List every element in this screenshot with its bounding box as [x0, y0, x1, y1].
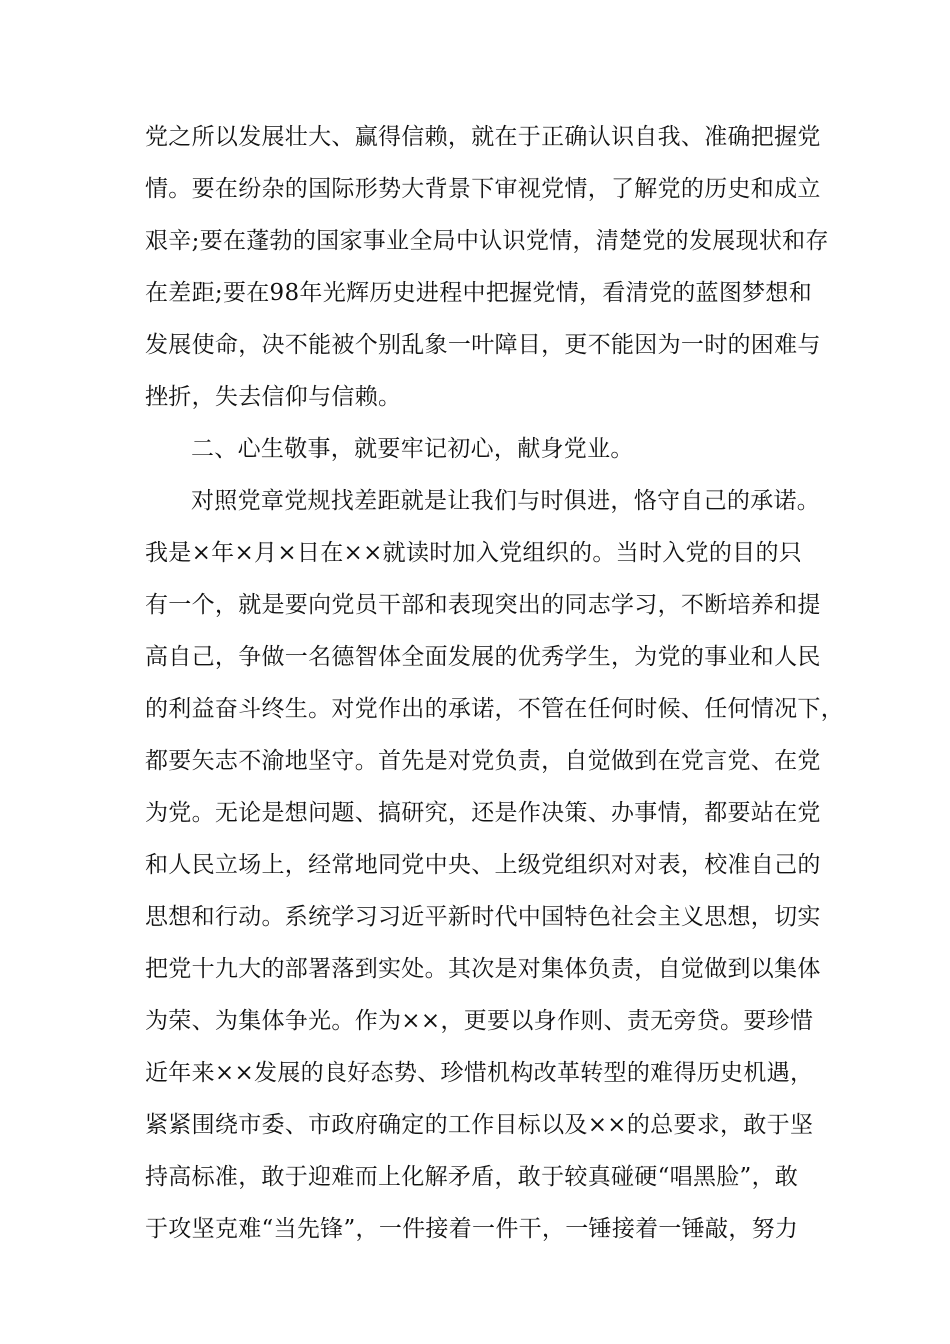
section-heading: 二、心生敬事，就要牢记初心，献身党业。 [191, 436, 634, 462]
paragraph-line-20: 紧紧围绕市委、市政府确定的工作目标以及××的总要求，敢于坚 [145, 1112, 814, 1138]
paragraph-line-18: 为荣、为集体争光。作为××，更要以身作则、责无旁贷。要珍惜 [145, 1008, 814, 1034]
paragraph-line-4: 在差距;要在98年光辉历史进程中把握党情，看清党的蓝图梦想和 [145, 280, 813, 306]
paragraph-line-10: 有一个，就是要向党员干部和表现突出的同志学习，不断培养和提 [145, 592, 821, 618]
paragraph-line-16: 思想和行动。系统学习习近平新时代中国特色社会主义思想，切实 [145, 904, 821, 930]
paragraph-line-13: 都要矢志不渝地坚守。首先是对党负责，自觉做到在党言党、在党 [145, 748, 821, 774]
paragraph-line-3: 艰辛;要在蓬勃的国家事业全局中认识党情，清楚党的发展现状和存 [145, 228, 829, 254]
paragraph-line-2: 情。要在纷杂的国际形势大背景下审视党情，了解党的历史和成立 [145, 176, 821, 202]
paragraph-line-5: 发展使命，决不能被个别乱象一叶障目，更不能因为一时的困难与 [145, 332, 821, 358]
paragraph-line-9: 我是×年×月×日在××就读时加入党组织的。当时入党的目的只 [145, 540, 803, 566]
paragraph-line-21: 持高标准，敢于迎难而上化解矛盾，敢于较真碰硬“唱黑脸”，敢 [145, 1164, 799, 1190]
paragraph-line-12: 的利益奋斗终生。对党作出的承诺，不管在任何时候、任何情况下， [145, 696, 844, 722]
paragraph-line-6: 挫折，失去信仰与信赖。 [145, 384, 402, 410]
paragraph-line-14: 为党。无论是想问题、搞研究，还是作决策、办事情，都要站在党 [145, 800, 821, 826]
paragraph-line-17: 把党十九大的部署落到实处。其次是对集体负责，自觉做到以集体 [145, 956, 821, 982]
paragraph-line-22: 于攻坚克难“当先锋”，一件接着一件干，一锤接着一锤敲，努力 [145, 1216, 799, 1242]
paragraph-line-19: 近年来××发展的良好态势、珍惜机构改革转型的难得历史机遇， [145, 1060, 814, 1086]
paragraph-line-8: 对照党章党规找差距就是让我们与时俱进，恪守自己的承诺。 [191, 488, 821, 514]
paragraph-line-11: 高自己，争做一名德智体全面发展的优秀学生，为党的事业和人民 [145, 644, 821, 670]
paragraph-line-15: 和人民立场上，经常地同党中央、上级党组织对对表，校准自己的 [145, 852, 821, 878]
paragraph-line-1: 党之所以发展壮大、赢得信赖，就在于正确认识自我、准确把握党 [145, 124, 821, 150]
